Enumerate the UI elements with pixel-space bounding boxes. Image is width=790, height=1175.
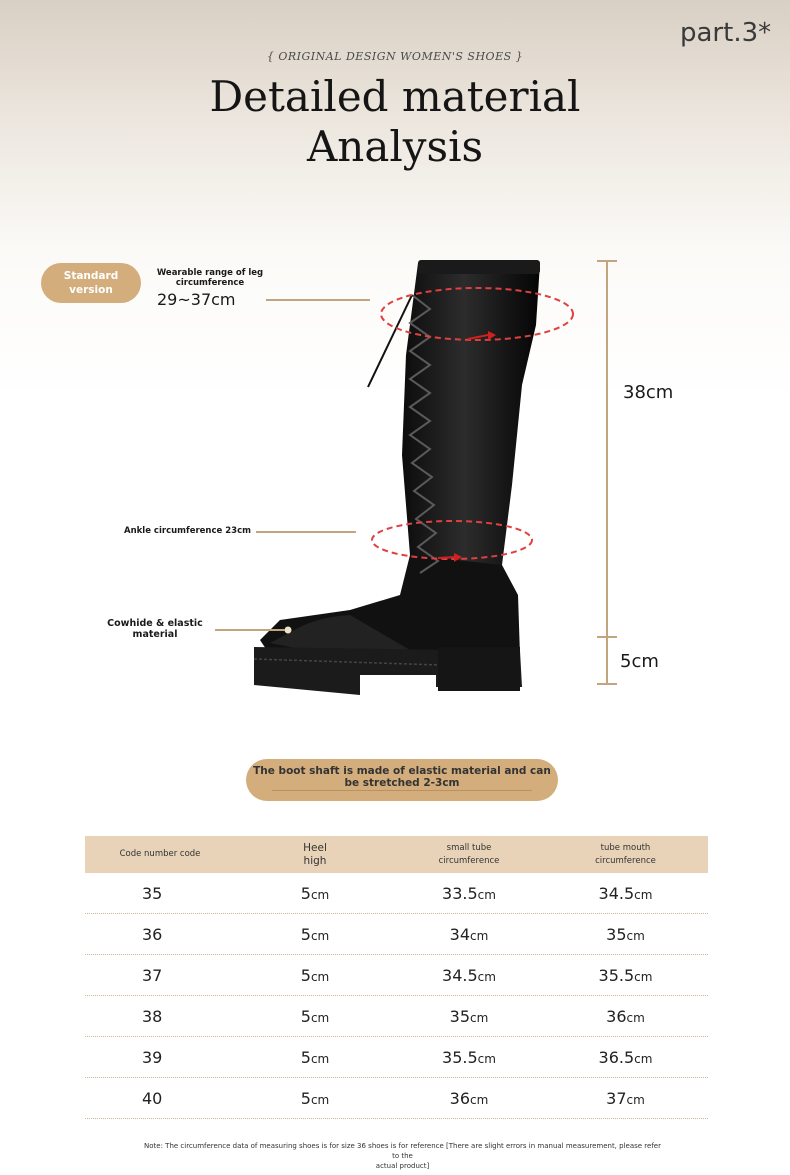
page-title (0, 72, 790, 172)
small-tube-cell-unit: cm (477, 887, 496, 902)
size-cell (85, 966, 235, 985)
tube-mouth-cell-value: 36.5 (598, 1047, 635, 1067)
heel-height-value: 5cm (620, 651, 659, 672)
small-tube-cell (395, 925, 543, 944)
table-row (85, 1078, 708, 1119)
elastic-note-line-2: be stretched 2-3cm (344, 777, 460, 789)
small-tube-cell (395, 1048, 543, 1067)
heel-cell-unit: cm (310, 969, 330, 984)
material-label (104, 618, 206, 640)
size-cell-value: 37 (142, 965, 163, 985)
size-cell (85, 1089, 235, 1108)
tube-mouth-cell-unit: cm (626, 1092, 645, 1107)
footnote-line-2: actual product] (375, 1162, 430, 1170)
material-label-line-1: Cowhide & elastic (107, 618, 203, 629)
table-row (85, 955, 708, 996)
brand-subtitle: { ORIGINAL DESIGN WOMEN'S SHOES } (266, 50, 524, 63)
header-code-text: Code number code (119, 849, 201, 859)
leg-range-label-line-2: circumference (175, 278, 245, 288)
small-tube-cell-unit: cm (477, 1051, 496, 1066)
size-cell (85, 925, 235, 944)
table-header (85, 836, 708, 873)
small-tube-cell (395, 1089, 543, 1108)
small-tube-cell (395, 884, 543, 903)
heel-cell-value: 5 (300, 883, 311, 903)
small-tube-cell-value: 33.5 (442, 883, 478, 903)
tube-mouth-cell-value: 34.5 (598, 883, 635, 903)
small-tube-cell-value: 35.5 (442, 1047, 478, 1067)
size-cell (85, 1048, 235, 1067)
elastic-note-underline (272, 790, 532, 791)
tube-mouth-cell-value: 35.5 (598, 965, 635, 985)
table-row (85, 1037, 708, 1078)
part-label: part.3* (680, 18, 772, 48)
heel-cell (235, 925, 395, 944)
material-leader-line (215, 629, 285, 631)
size-cell-value: 39 (142, 1047, 163, 1067)
heel-cell-value: 5 (300, 924, 311, 944)
header-small-tube (395, 842, 543, 868)
tube-mouth-cell-unit: cm (634, 887, 653, 902)
heel-cell (235, 966, 395, 985)
small-tube-cell-unit: cm (477, 969, 496, 984)
header-heel-line-1: Heel (303, 841, 327, 854)
footnote-line-1: Note: The circumference data of measuring shoes is for size 36 shoes is for reference [There are slight errors in manual measurement, please refer to the (144, 1142, 661, 1160)
table-row (85, 996, 708, 1037)
ankle-circumference-marker (368, 516, 538, 568)
leg-circumference-marker (378, 282, 578, 346)
header-small-tube-line-2: circumference (438, 855, 500, 866)
heel-cell-unit: cm (310, 1092, 330, 1107)
leg-range-label (150, 268, 270, 288)
size-cell-value: 36 (142, 924, 163, 944)
ankle-label: Ankle circumference 23cm (124, 526, 251, 536)
title-line-1: Detailed material (209, 72, 581, 121)
small-tube-cell-value: 35 (449, 1006, 471, 1026)
tube-mouth-cell-unit: cm (634, 1051, 653, 1066)
header-heel (235, 842, 395, 868)
badge-line-1: Standard (63, 270, 119, 282)
small-tube-cell-value: 34 (449, 924, 471, 944)
heel-cell (235, 1048, 395, 1067)
heel-cell (235, 884, 395, 903)
size-cell (85, 1007, 235, 1026)
small-tube-cell-unit: cm (470, 1092, 489, 1107)
material-label-line-2: material (132, 629, 178, 640)
elastic-note-badge (246, 759, 558, 801)
small-tube-cell-unit: cm (470, 928, 489, 943)
leg-range-label-line-1: Wearable range of leg (156, 268, 264, 278)
tube-mouth-cell-unit: cm (626, 928, 645, 943)
size-cell-value: 35 (142, 883, 163, 903)
tube-mouth-cell-unit: cm (634, 969, 653, 984)
small-tube-cell-value: 36 (449, 1088, 471, 1108)
header-tube-mouth (543, 842, 708, 868)
ankle-leader-line (256, 531, 356, 533)
elastic-note-line-1: The boot shaft is made of elastic material and can (253, 765, 551, 777)
standard-version-badge (41, 263, 141, 303)
heel-cell-unit: cm (310, 887, 330, 902)
table-row (85, 873, 708, 914)
heel-cell-unit: cm (310, 1010, 330, 1025)
footnote (140, 1141, 665, 1171)
table-row (85, 914, 708, 955)
header-heel-line-2: high (303, 854, 327, 867)
shaft-height-value: 38cm (623, 382, 674, 403)
dimension-scale (597, 260, 617, 685)
header-tube-mouth-line-2: circumference (595, 855, 656, 866)
badge-line-2: version (69, 284, 113, 296)
heel-cell (235, 1007, 395, 1026)
small-tube-cell-unit: cm (470, 1010, 489, 1025)
small-tube-cell-value: 34.5 (442, 965, 478, 985)
heel-cell-value: 5 (300, 965, 311, 985)
tube-mouth-cell (543, 1007, 708, 1026)
heel-cell-unit: cm (310, 1051, 330, 1066)
table-body (85, 873, 708, 1119)
size-table (85, 836, 708, 1119)
heel-cell-value: 5 (300, 1047, 311, 1067)
size-cell (85, 884, 235, 903)
size-cell-value: 40 (142, 1088, 163, 1108)
header-code (85, 848, 235, 861)
tube-mouth-cell (543, 966, 708, 985)
small-tube-cell (395, 966, 543, 985)
title-line-2: Analysis (306, 122, 484, 171)
tube-mouth-cell-value: 35 (606, 924, 627, 944)
tube-mouth-cell (543, 925, 708, 944)
tube-mouth-cell (543, 1089, 708, 1108)
heel-cell (235, 1089, 395, 1108)
tube-mouth-cell-value: 36 (606, 1006, 627, 1026)
leg-range-value: 29~37cm (157, 290, 236, 309)
heel-cell-value: 5 (300, 1006, 311, 1026)
tube-mouth-cell-unit: cm (626, 1010, 645, 1025)
small-tube-cell (395, 1007, 543, 1026)
leg-range-leader-line (266, 299, 370, 301)
tube-mouth-cell (543, 884, 708, 903)
header-small-tube-line-1: small tube (446, 842, 492, 853)
header-tube-mouth-line-1: tube mouth (600, 842, 651, 853)
heel-cell-unit: cm (310, 928, 330, 943)
tube-mouth-cell (543, 1048, 708, 1067)
size-cell-value: 38 (142, 1006, 163, 1026)
heel-cell-value: 5 (300, 1088, 311, 1108)
tube-mouth-cell-value: 37 (606, 1088, 627, 1108)
